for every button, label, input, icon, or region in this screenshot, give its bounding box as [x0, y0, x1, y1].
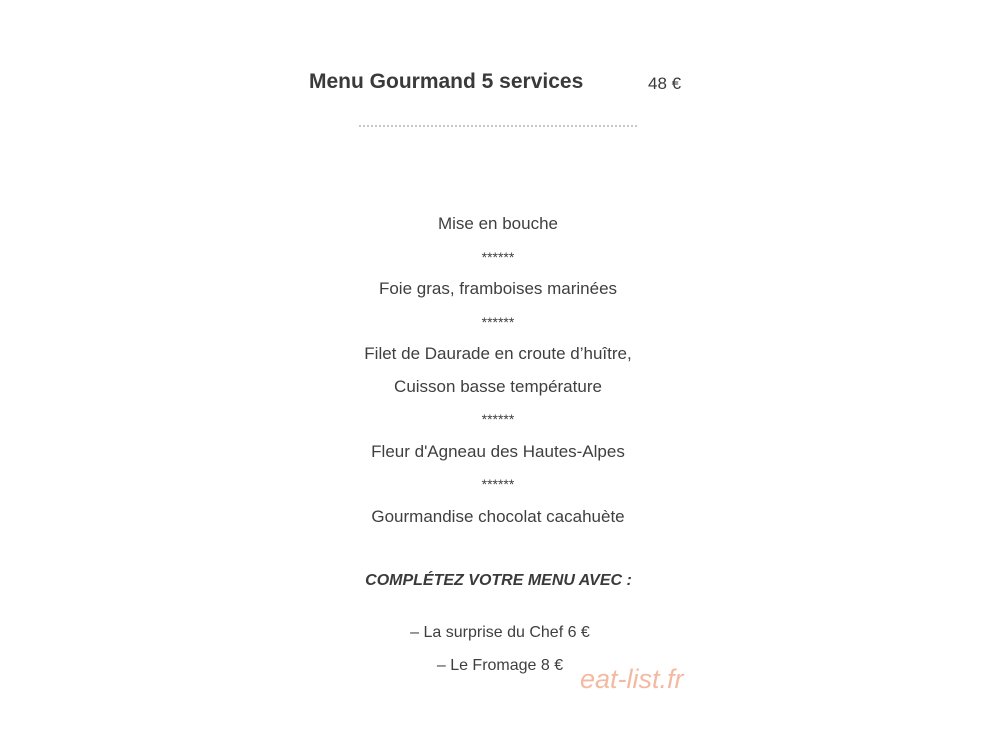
course-line: Foie gras, framboises marinées [378, 279, 618, 298]
menu-header [0, 68, 989, 100]
complete-menu-heading: COMPLÉTEZ VOTRE MENU AVEC : [365, 572, 632, 589]
menu-price: 48 € [648, 74, 682, 93]
course-line: Gourmandise chocolat cacahuète [371, 506, 625, 526]
watermark: eat-list.fr [580, 664, 684, 694]
course-separator: ****** [481, 476, 515, 492]
course-separator: ****** [481, 313, 515, 330]
extra-item-cheese: – Le Fromage 8 € [436, 657, 564, 674]
course-list [0, 211, 989, 536]
menu-title: Menu Gourmand 5 services [309, 70, 584, 93]
course-line: Mise en bouche [437, 214, 559, 233]
extra-item-chef-surprise: – La surprise du Chef 6 € [410, 624, 590, 641]
course-separator: ****** [481, 248, 515, 265]
course-line: Fleur d'Agneau des Hautes-Alpes [371, 441, 625, 461]
course-line: Filet de Daurade en croute d’huître, [364, 344, 632, 363]
extras-list [0, 622, 989, 688]
dotted-divider [359, 125, 637, 127]
course-separator: ****** [481, 411, 515, 427]
course-line: Cuisson basse température [394, 376, 602, 396]
